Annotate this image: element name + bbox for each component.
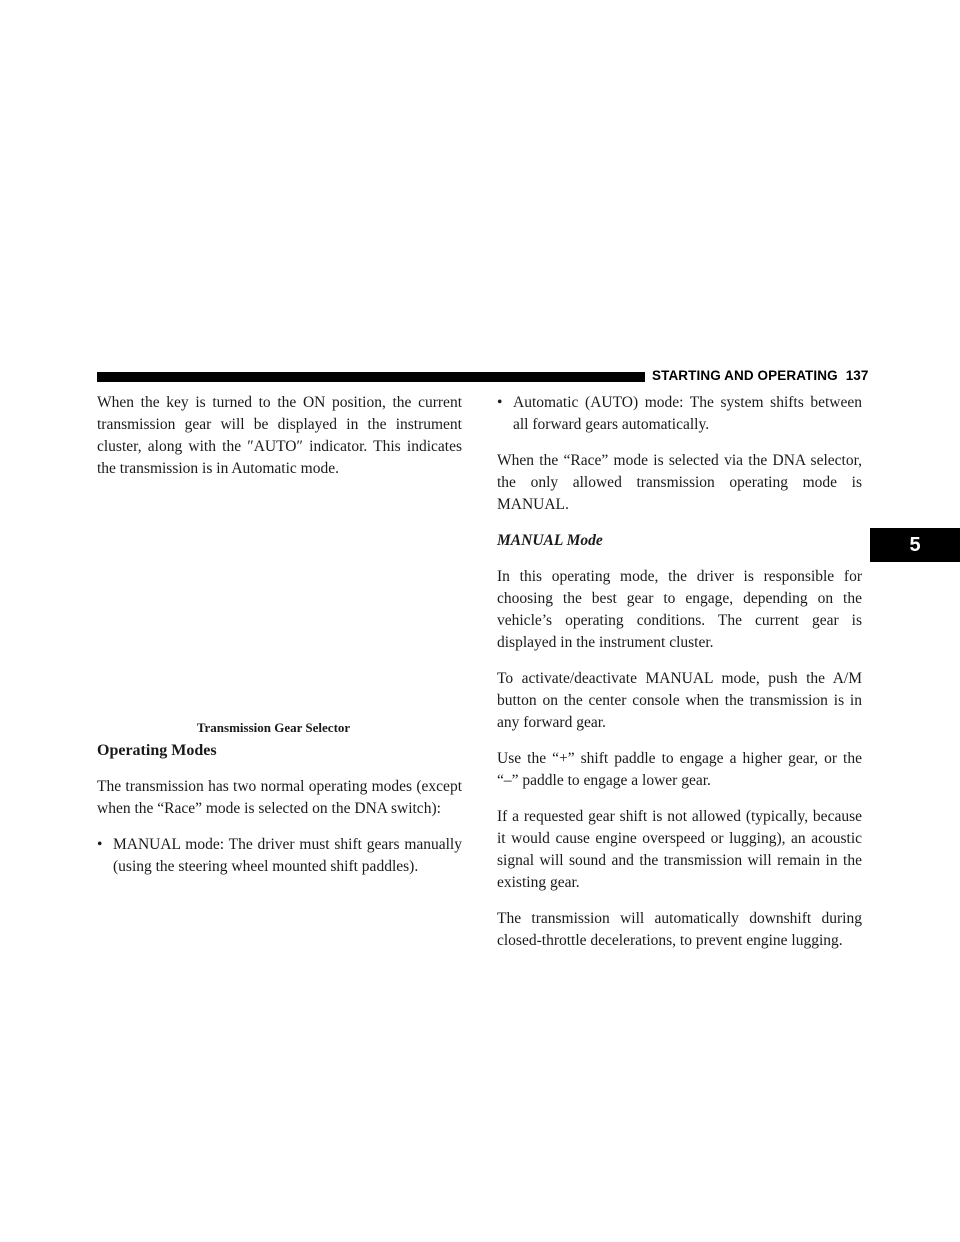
- bullet-text: MANUAL mode: The driver must shift gears manually (using the steering wheel mounted shift paddles).: [113, 836, 462, 875]
- bullet-item: [97, 834, 462, 878]
- left-column: [97, 392, 462, 892]
- header-rule: [97, 372, 645, 382]
- bullet-dot: •: [97, 836, 103, 853]
- modes-intro-paragraph: The transmission has two normal operating modes (except when the “Race” mode is selected on the DNA switch):: [97, 778, 462, 817]
- intro-paragraph: When the key is turned to the ON position, the current transmission gear will be displayed in the instrument cluster, along with the ″AUTO″ indicator. This indicates the transmission is in Automatic mode.: [97, 394, 462, 477]
- section-title: STARTING AND OPERATING: [652, 368, 838, 383]
- figure-caption: Transmission Gear Selector: [196, 720, 351, 735]
- body-paragraph: Use the “+” shift paddle to engage a higher gear, or the “–” paddle to engage a lower gear.: [497, 750, 862, 789]
- body-paragraph: To activate/deactivate MANUAL mode, push the A/M button on the center console when the transmission is in any forward gear.: [497, 670, 862, 731]
- sub-heading: MANUAL Mode: [497, 532, 603, 549]
- body-paragraph: The transmission will automatically downshift during closed-throttle decelerations, to prevent engine lugging.: [497, 910, 862, 949]
- running-header: [652, 368, 869, 383]
- figure-area: [97, 494, 462, 720]
- body-paragraph: If a requested gear shift is not allowed (typically, because it would cause engine overspeed or lugging), an acoustic signal will sound and the transmission will remain in the existing gear.: [497, 808, 862, 891]
- page-number: 137: [845, 368, 869, 383]
- bullet-dot: •: [497, 394, 503, 411]
- race-note-paragraph: When the “Race” mode is selected via the DNA selector, the only allowed transmission operating mode is MANUAL.: [497, 452, 862, 513]
- right-column: [497, 392, 862, 966]
- section-heading: Operating Modes: [97, 742, 217, 759]
- bullet-item: [497, 392, 862, 436]
- body-paragraph: In this operating mode, the driver is responsible for choosing the best gear to engage, depending on the vehicle’s operating conditions. The current gear is displayed in the instrument cluster.: [497, 568, 862, 651]
- bullet-text: Automatic (AUTO) mode: The system shifts between all forward gears automatically.: [513, 394, 862, 433]
- chapter-tab: 5: [870, 528, 960, 562]
